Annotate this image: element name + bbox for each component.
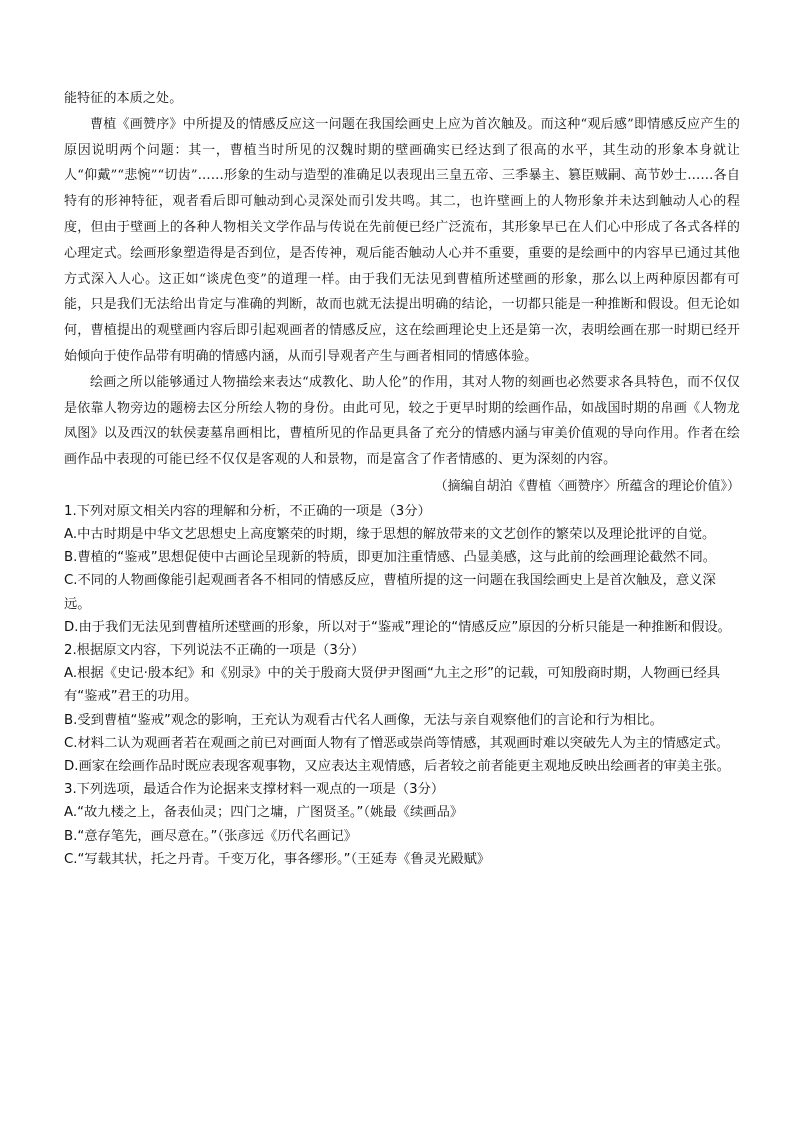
- document-page: [64, 86, 740, 871]
- passage-paragraph: 绘画之所以能够通过人物描绘来表达“成教化、助人伦”的作用，其对人物的刻画也必然要求各具特色，而不仅仅是依靠人物旁边的题榜去区分所绘人物的身份。由此可见，较之于更早时期的绘画作品，如战国时期的帛画《人物龙凤图》以及西汉的轪侯妻墓帛画相比，曹植所见的作品更具备了充分的情感内涵与审美价值观的导向作用。作者在绘画作品中表现的可能已经不仅仅是客观的人和景物，而是富含了作者情感的、更为深刻的内容。: [64, 374, 740, 468]
- question-item: [64, 639, 740, 778]
- answer-option: A.根据《史记·殷本纪》和《别录》中的关于殷商大贤伊尹图画“九主之形”的记载，可知殷商时期，人物画已经具有“鉴戒”君王的功用。: [64, 666, 721, 705]
- answer-option: A.“故九楼之上，备表仙灵；四门之墉，广图贤圣。”（姚最《续画品》: [64, 805, 464, 821]
- answer-option: C.不同的人物画像能引起观画者各不相同的情感反应，曹植所提的这一问题在我国绘画史上是首次触及，意义深远。: [64, 573, 716, 612]
- answer-option: B.受到曹植“鉴戒”观念的影响，王充认为观看古代名人画像，无法与亲自观察他们的言论和行为相比。: [64, 712, 663, 728]
- answer-option: D.由于我们无法见到曹植所述壁画的形象，所以对于“鉴戒”理论的“情感反应”原因的分析只能是一种推断和假设。: [64, 619, 731, 635]
- question-item: [64, 778, 740, 871]
- question-stem: 3.下列选项，最适合作为论据来支撑材料一观点的一项是（3分）: [64, 782, 445, 798]
- passage-source-citation: （摘编自胡泊《曹植〈画赞序〉所蕴含的理论价值》）: [434, 478, 740, 494]
- question-item: [64, 500, 740, 639]
- passage-paragraph: 能特征的本质之处。: [64, 91, 183, 106]
- answer-option: C.材料二认为观画者若在观画之前已对画面人物有了憎恶或崇尚等情感，其观画时难以突破先人为主的情感定式。: [64, 735, 730, 751]
- answer-option: A.中古时期是中华文艺思想史上高度繁荣的时期，缘于思想的解放带来的文艺创作的繁荣以及理论批评的自觉。: [64, 526, 716, 542]
- question-list: [64, 500, 740, 871]
- passage-paragraph: 曹植《画赞序》中所提及的情感反应这一问题在我国绘画史上应为首次触及。而这种“观后感”即情感反应产生的原因说明两个问题：其一，曹植当时所见的汉魏时期的壁画确实已经达到了很高的水平，其生动的形象本身就让人“仰戴”“悲惋”“切齿”……形象的生动与造型的准确足以表现出三皇五帝、三季暴主、篡臣贼嗣、高节妙士……各自特有的形神特征，观者看后即可触动到心灵深处而引发共鸣。其二，也许壁画上的人物形象并未达到触动人心的程度，但由于壁画上的各种人物相关文学作品与传说在先前便已经广泛流布，其形象早已在人们心中形成了各式各样的心理定式。绘画形象塑造得是否到位，是否传神，观后能否触动人心并不重要，重要的是绘画中的内容早已通过其他方式深入人心。这正如“谈虎色变”的道理一样。由于我们无法见到曹植所述壁画的形象，那么以上两种原因都有可能，只是我们无法给出肯定与准确的判断，故而也就无法提出明确的结论，一切都只能是一种推断和假设。但无论如何，曹植提出的观壁画内容后即引起观画者的情感反应，这在绘画理论史上还是第一次，表明绘画在那一时期已经开始倾向于使作品带有明确的情感内涵，从而引导观者产生与画者相同的情感体验。: [64, 116, 740, 364]
- question-stem: 1.下列对原文相关内容的理解和分析，不正确的一项是（3分）: [64, 503, 431, 519]
- answer-option: B.“意存笔先，画尽意在。”（张彦远《历代名画记》: [64, 828, 358, 844]
- question-stem: 2.根据原文内容，下列说法不正确的一项是（3分）: [64, 642, 365, 658]
- reading-passage: [64, 86, 740, 500]
- answer-option: D.画家在绘画作品时既应表现客观事物，又应表达主观情感，后者较之前者能更主观地反映出绘画者的审美主张。: [64, 758, 731, 774]
- answer-option: B.曹植的“鉴戒”思想促使中古画论呈现新的特质，即更加注重情感、凸显美感，这与此前的绘画理论截然不同。: [64, 550, 717, 566]
- answer-option: C.“写载其状，托之丹青。千变万化，事各缪形。”（王延寿《鲁灵光殿赋》: [64, 851, 491, 867]
